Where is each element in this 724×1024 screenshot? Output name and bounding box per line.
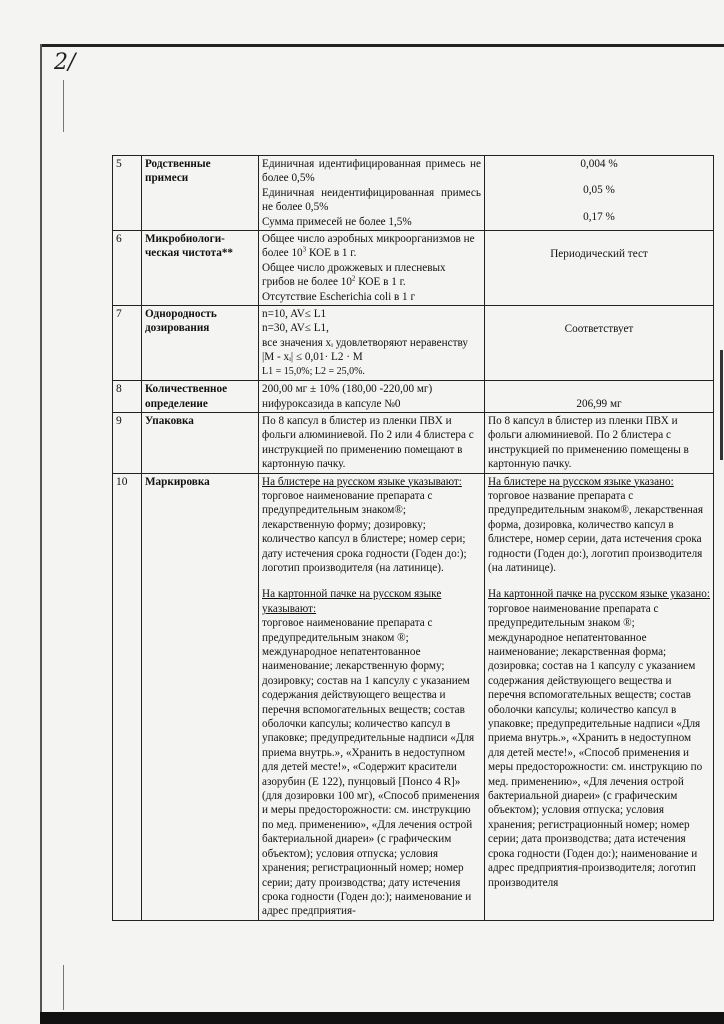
table-row	[113, 381, 714, 413]
pack-text: торговое наименование препарата с предупредительным знаком ®; международное непатентованное наименование; лекарственную форму; дозировку; состав на 1 капсулу с указанием содержания действующего вещества и перечня вспомогательных веществ; состав оболочки капсулы; количество капсул в упаковке; предупредительные надписи «Для приема внутрь.», «Хранить в недоступном для детей месте!», «Содержит красители азорубин (Е 122), пунцовый [Понсо 4 R]» (для дозировки 100 мг), «Способ применения и меры предосторожности: см. инструкцию по мед. применению», «Для лечения острой бактериальной диареи» (с графическим объектом); условия отпуска; условия хранения; регистрационный номер; номер серии; дату производства; дату истечения срока годности (Годен до:); наименование и адрес предприятия-	[262, 617, 480, 918]
blister-text: торговое название препарата с предупредительным знаком®, лекарственная форма, дозировка, количество капсул в блистере, номер серии, дата истечения срока годности (Годен до:), логотип производителя (на латинице).	[488, 489, 703, 574]
pack-text: торговое наименование препарата с предупредительным знаком ®; международное непатентованное наименование; лекарственная форма; дозировка; состав на 1 капсулу с указанием содержания действующего вещества и перечня вспомогательных веществ; состав оболочки капсулы; количество капсул в упаковке; предупредительные надписи «Для приема внутрь.», «Хранить в недоступном для детей месте!», «Способ применения и меры предосторожности: см. инструкцию по мед. применению», «Для лечения острой бактериальной диареи» (с графическим объектом); условия отпуска; условия хранения; регистрационный номер; номер серии; дата производства; дата истечения срока годности (Годен до:); наименование и адрес предприятия-производителя; логотип производителя	[488, 602, 703, 889]
row-result: 206,99 мг	[485, 381, 714, 413]
row-result: Периодический тест	[485, 231, 714, 306]
blister-heading: На блистере на русском языке указано:	[488, 475, 674, 488]
row-number: 10	[113, 473, 142, 920]
row-result: 0,004 % 0,05 % 0,17 %	[485, 156, 714, 231]
page-left-rule	[40, 44, 42, 1024]
pack-heading: На картонной пачке на русском языке указано:	[488, 588, 710, 601]
row-number: 5	[113, 156, 142, 231]
page-number: 2/	[54, 50, 76, 75]
row-result: Соответствует	[485, 306, 714, 381]
row-number: 9	[113, 412, 142, 473]
row-requirement: По 8 капсул в блистер из пленки ПВХ и фольги алюминиевой. По 2 или 4 блистера с инструкцией по применению помещают в картонную пачку.	[259, 412, 485, 473]
row-parameter: Маркировка	[142, 473, 259, 920]
pack-heading: На картонной пачке на русском языке указывают:	[262, 588, 442, 615]
row-number: 7	[113, 306, 142, 381]
specification-table	[112, 155, 714, 921]
row-result	[485, 473, 714, 920]
blister-text: торговое наименование препарата с предупредительным знаком®; лекарственную форму; дозировку; количество капсул в блистере; номер сери; дату истечения срока годности (Годен до:); логотип производителя (на латинице).	[262, 489, 467, 574]
table-row	[113, 156, 714, 231]
row-requirement	[259, 473, 485, 920]
row-requirement: 200,00 мг ± 10% (180,00 -220,00 мг) нифуроксазида в капсуле №0	[259, 381, 485, 413]
row-result: По 8 капсул в блистер из пленки ПВХ и фольги алюминиевой. По 2 блистера с инструкцией по применению помещены в картонную пачку.	[485, 412, 714, 473]
table-row	[113, 412, 714, 473]
table-row	[113, 473, 714, 920]
row-parameter: Родственные примеси	[142, 156, 259, 231]
row-number: 6	[113, 231, 142, 306]
table-row	[113, 306, 714, 381]
row-requirement: Общее число аэробных микроорганизмов не более $10^3$ КОЕ в 1 г. Общее число дрожжевых и плесневых грибов не более $10^2$ КОЕ в 1 г. Отсутствие Escherichia coli в 1 г	[259, 231, 485, 306]
row-requirement: Единичная идентифицированная примесь не более 0,5% Единичная неидентифицированная примесь не более 0,5% Сумма примесей не более 1,5%	[259, 156, 485, 231]
margin-mark	[63, 80, 64, 132]
page-top-rule	[40, 44, 724, 47]
table-row	[113, 231, 714, 306]
margin-mark	[63, 965, 64, 1010]
row-parameter: Однородность дозирования	[142, 306, 259, 381]
row-requirement: n=10, AV≤ L1 n=30, AV≤ L1, все значения xᵢ удовлетворяют неравенству |M - xᵢ| ≤ 0,01· L2 · M L1 = 15,0%; L2 = 25,0%.	[259, 306, 485, 381]
row-number: 8	[113, 381, 142, 413]
blister-heading: На блистере на русском языке указывают:	[262, 475, 462, 488]
row-parameter: Микробиологи-ческая чистота**	[142, 231, 259, 306]
row-parameter: Упаковка	[142, 412, 259, 473]
page-bottom-bar	[40, 1012, 724, 1024]
page-right-edge-mark	[720, 350, 723, 460]
row-parameter: Количественное определение	[142, 381, 259, 413]
